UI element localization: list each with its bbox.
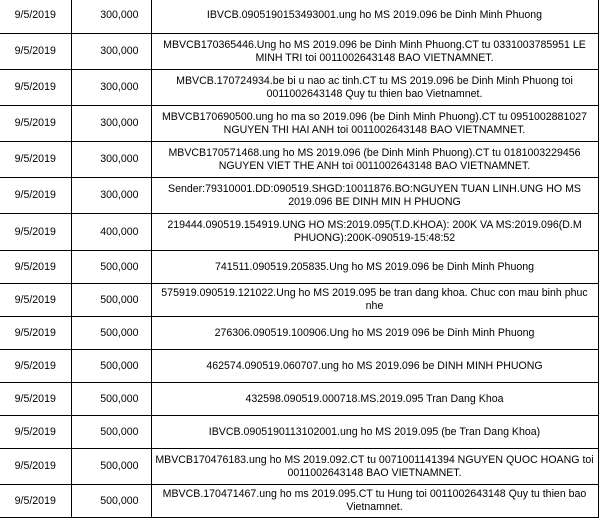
- date-cell: 9/5/2019: [0, 416, 71, 449]
- date-cell: 9/5/2019: [0, 214, 71, 251]
- description-cell: Sender:79310001.DD:090519.SHGD:10011876.BO:NGUYEN TUAN LINH.UNG HO MS 2019.096 BE DINH MIN H PHUONG: [151, 178, 598, 214]
- amount-cell: 500,000: [71, 251, 151, 284]
- description-cell: MBVCB170690500.ung ho ma so 2019.096 (be Dinh Minh Phuong).CT tu 0951002881027 NGUYEN THI HAI ANH toi 0011002643148 BAO VIETNAMNET.: [151, 106, 598, 142]
- description-cell: MBVCB.170471467.ung ho ms 2019.095.CT tu Hung toi 0011002643148 Quy tu thien bao Vietnamnet.: [151, 485, 598, 518]
- amount-cell: 300,000: [71, 70, 151, 106]
- amount-cell: 300,000: [71, 142, 151, 178]
- table-row: [0, 251, 598, 284]
- description-cell: MBVCB170476183.ung ho MS 2019.092.CT tu 0071001141394 NGUYEN QUOC HOANG toi 0011002643148 BAO VIETNAMNET.: [151, 449, 598, 485]
- description-cell: MBVCB170365446.Ung ho MS 2019.096 be Dinh Minh Phuong.CT tu 0331003785951 LE MINH TRI toi 0011002643148 BAO VIETNAMNET.: [151, 34, 598, 70]
- table-row: [0, 178, 598, 214]
- description-cell: MBVCB.170724934.be bi u nao ac tinh.CT tu MS 2019.096 be Dinh Minh Phuong toi 0011002643148 Quy tu thien bao Vietnamnet.: [151, 70, 598, 106]
- description-cell: 276306.090519.100906.Ung ho MS 2019 096 be Dinh Minh Phuong: [151, 317, 598, 350]
- date-cell: 9/5/2019: [0, 70, 71, 106]
- table-row: [0, 350, 598, 383]
- amount-cell: 500,000: [71, 485, 151, 518]
- amount-cell: 500,000: [71, 449, 151, 485]
- date-cell: 9/5/2019: [0, 485, 71, 518]
- date-cell: 9/5/2019: [0, 178, 71, 214]
- date-cell: 9/5/2019: [0, 449, 71, 485]
- date-cell: 9/5/2019: [0, 284, 71, 317]
- description-cell: MBVCB170571468.ung ho MS 2019.096 (be Dinh Minh Phuong).CT tu 0181003229456 NGUYEN VIET THE ANH toi 0011002643148 BAO VIETNAMNET.: [151, 142, 598, 178]
- date-cell: 9/5/2019: [0, 106, 71, 142]
- table-row: [0, 214, 598, 251]
- amount-cell: 500,000: [71, 416, 151, 449]
- date-cell: 9/5/2019: [0, 0, 71, 34]
- table-row: [0, 106, 598, 142]
- date-cell: 9/5/2019: [0, 383, 71, 416]
- table-row: [0, 34, 598, 70]
- amount-cell: 300,000: [71, 34, 151, 70]
- table-row: [0, 317, 598, 350]
- amount-cell: 500,000: [71, 317, 151, 350]
- description-cell: IBVCB.0905190153493001.ung ho MS 2019.096 be Dinh Minh Phuong: [151, 0, 598, 34]
- description-cell: 741511.090519.205835.Ung ho MS 2019.096 be Dinh Minh Phuong: [151, 251, 598, 284]
- table-row: [0, 142, 598, 178]
- amount-cell: 300,000: [71, 178, 151, 214]
- date-cell: 9/5/2019: [0, 317, 71, 350]
- table-row: [0, 0, 598, 34]
- date-cell: 9/5/2019: [0, 142, 71, 178]
- table-row: [0, 70, 598, 106]
- description-cell: 219444.090519.154919.UNG HO MS:2019.095(T.D.KHOA): 200K VA MS:2019.096(D.M PHUONG):200K-090519-15:48:52: [151, 214, 598, 251]
- amount-cell: 500,000: [71, 350, 151, 383]
- amount-cell: 300,000: [71, 106, 151, 142]
- description-cell: IBVCB.0905190113102001.ung ho MS 2019.095 (be Tran Dang Khoa): [151, 416, 598, 449]
- table-row: [0, 449, 598, 485]
- table-row: [0, 485, 598, 518]
- table-row: [0, 284, 598, 317]
- table-row: [0, 383, 598, 416]
- table-row: [0, 416, 598, 449]
- date-cell: 9/5/2019: [0, 251, 71, 284]
- amount-cell: 500,000: [71, 284, 151, 317]
- description-cell: 575919.090519.121022.Ung ho MS 2019.095 be tran dang khoa. Chuc con mau binh phuc nhe: [151, 284, 598, 317]
- date-cell: 9/5/2019: [0, 350, 71, 383]
- amount-cell: 500,000: [71, 383, 151, 416]
- amount-cell: 300,000: [71, 0, 151, 34]
- date-cell: 9/5/2019: [0, 34, 71, 70]
- amount-cell: 400,000: [71, 214, 151, 251]
- description-cell: 432598.090519.000718.MS.2019.095 Tran Dang Khoa: [151, 383, 598, 416]
- description-cell: 462574.090519.060707.ung ho MS 2019.096 be DINH MINH PHUONG: [151, 350, 598, 383]
